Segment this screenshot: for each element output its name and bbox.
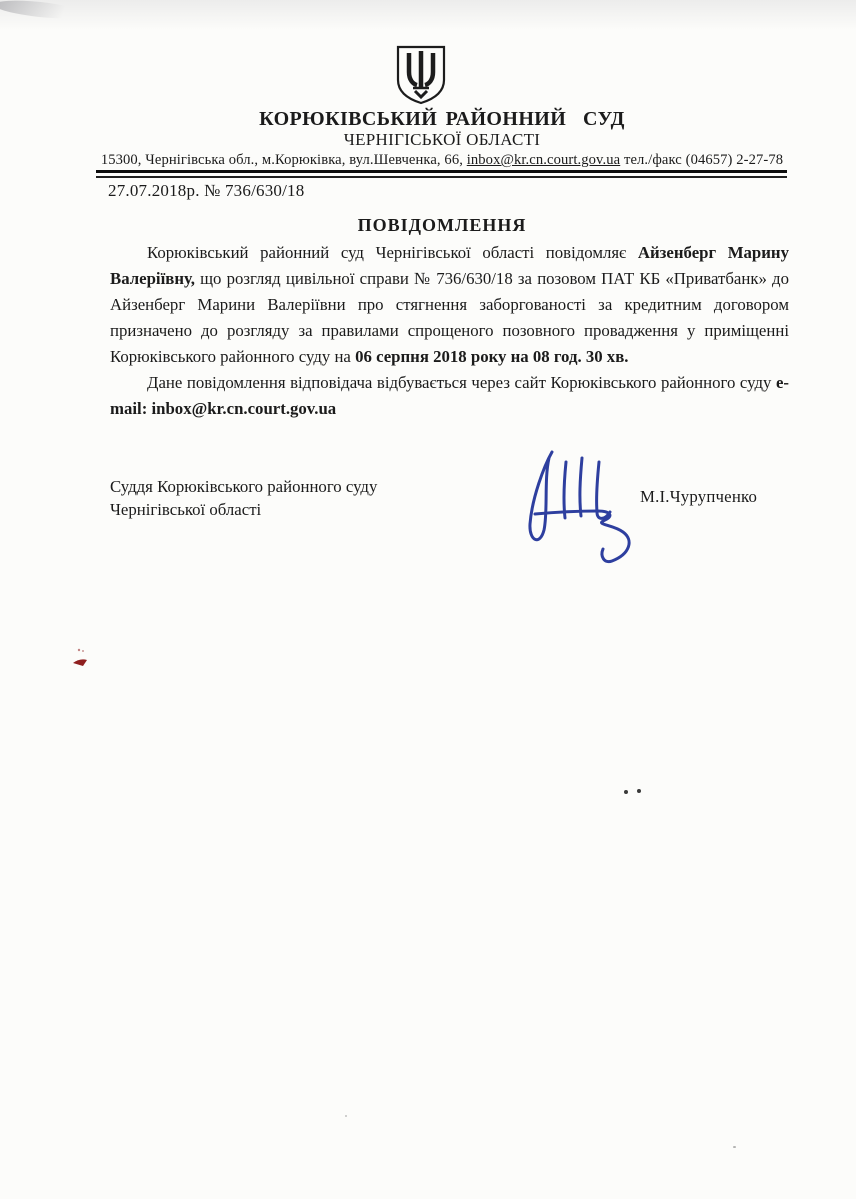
paragraph-1-text: Корюківський районний суд Чернігівської області повідомляє <box>147 243 638 262</box>
hearing-datetime-bold: 06 серпня 2018 року на 08 год. 30 хв. <box>355 347 629 366</box>
address-phone: тел./факс (04657) 2-27-78 <box>620 152 784 168</box>
ukraine-coat-of-arms-icon <box>394 44 448 106</box>
handwritten-signature <box>502 442 642 568</box>
scan-speck <box>637 789 641 793</box>
scan-artifact-top-shadow <box>0 0 856 30</box>
scan-speck <box>624 790 628 794</box>
signatory-name: М.І.Чурупченко <box>640 487 758 506</box>
document-title: ПОВІДОМЛЕННЯ <box>357 215 527 235</box>
signatory-role <box>110 476 377 521</box>
signatory-role-line1: Суддя Корюківського районного суду <box>110 477 378 496</box>
court-email-link: inbox@kr.cn.court.gov.ua <box>466 152 621 168</box>
reference-number-line: 27.07.2018р. № 736/630/18 <box>108 181 305 200</box>
paragraph-2-text: Дане повідомлення відповідача відбувається через сайт Корюківського районного суду <box>147 373 776 392</box>
defendant-name-bold: Айзенберг Марину Валеріївну, <box>110 243 789 288</box>
scan-speck <box>345 1115 347 1117</box>
scan-speck <box>733 1146 736 1148</box>
paragraph-2 <box>110 370 789 422</box>
letterhead-divider-rule <box>96 170 787 178</box>
paragraph-1 <box>110 240 789 370</box>
red-ink-blemish <box>68 646 96 670</box>
signatory-role-line2: Чернігівської області <box>110 499 262 519</box>
court-name: КОРЮКІВСЬКИЙ РАЙОННИЙ СУД <box>259 108 625 130</box>
court-email-bold: e-mail: inbox@kr.cn.court.gov.ua <box>110 373 789 418</box>
court-address-line <box>96 152 788 169</box>
paragraph-1-text: що розгляд цивільної справи № 736/630/18 за позовом ПАТ КБ «Приватбанк» до Айзенберг Марини Валеріївни про стягнення заборгованості за кредитним договором призначено до розгляду за правилами спрощеного позовного провадження у приміщенні Корюківського районного суду на <box>110 269 789 366</box>
document-body <box>110 240 789 422</box>
address-text: 15300, Чернігівська обл., м.Корюківка, вул.Шевченка, 66, <box>100 152 467 168</box>
court-region: ЧЕРНІГІСЬКОЇ ОБЛАСТІ <box>343 130 541 149</box>
